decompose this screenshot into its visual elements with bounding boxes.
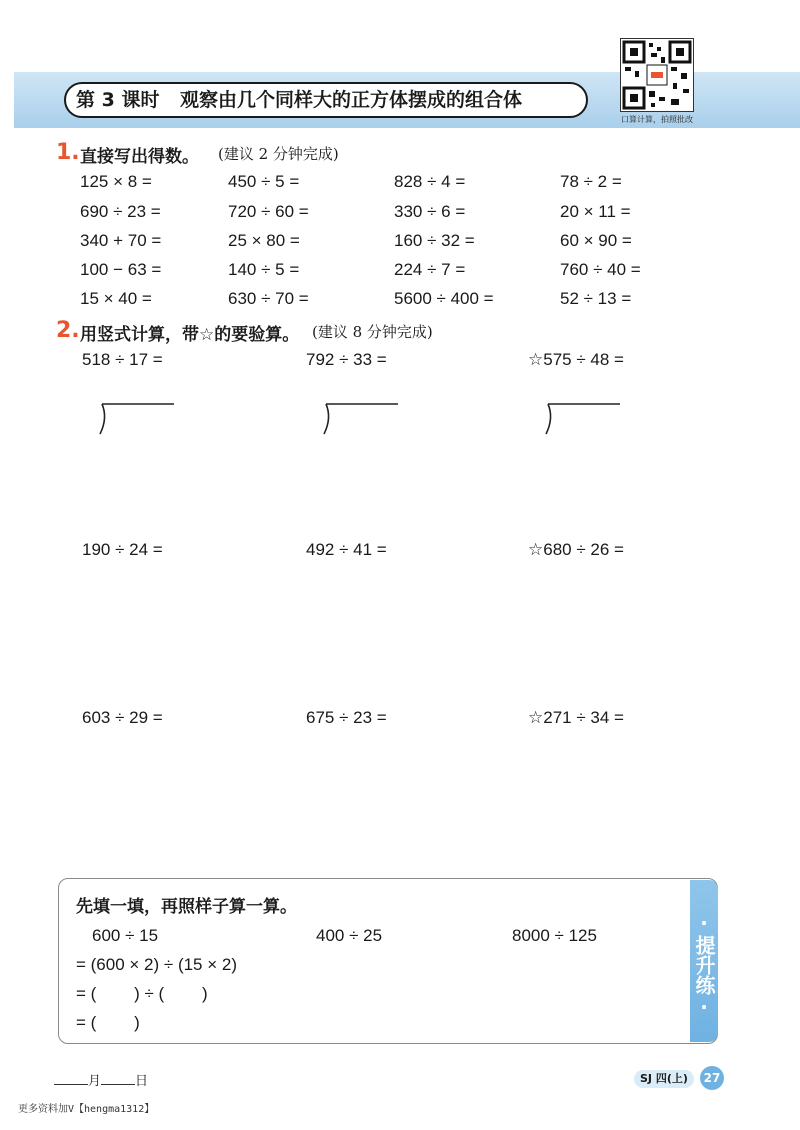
- oral-problem: 5600 ÷ 400 =: [394, 289, 494, 308]
- oral-problem: 78 ÷ 2 =: [560, 172, 622, 191]
- practice-step: = (600 × 2) ÷ (15 × 2): [76, 955, 238, 974]
- long-division-problem: 675 ÷ 23 =: [306, 708, 387, 727]
- page-number: 27: [700, 1066, 724, 1090]
- long-division-problem: 792 ÷ 33 =: [306, 350, 387, 369]
- oral-problem: 224 ÷ 7 =: [394, 260, 466, 279]
- oral-problem: 125 × 8 =: [80, 172, 152, 191]
- division-bracket-icon: [96, 402, 176, 436]
- oral-problem: 52 ÷ 13 =: [560, 289, 632, 308]
- division-bracket-icon: [320, 402, 400, 436]
- practice-step[interactable]: = ( ): [76, 1013, 140, 1032]
- month-blank[interactable]: [54, 1072, 88, 1085]
- long-division-problem: ☆575 ÷ 48 =: [528, 350, 624, 369]
- oral-problem: 690 ÷ 23 =: [80, 202, 161, 221]
- lesson-title: 观察由几个同样大的正方体摆成的组合体: [180, 89, 523, 111]
- practice-problem: 600 ÷ 15: [92, 926, 159, 945]
- practice-tab-label: ·提升练·: [692, 911, 716, 1019]
- section-2-hint: (建议 8 分钟完成): [312, 323, 433, 341]
- long-division-problem: ☆271 ÷ 34 =: [528, 708, 624, 727]
- practice-step[interactable]: = ( ) ÷ ( ): [76, 984, 208, 1003]
- section-1-hint: (建议 2 分钟完成): [218, 145, 339, 163]
- practice-problem: 400 ÷ 25: [316, 926, 383, 945]
- section-1-title: 直接写出得数。: [80, 147, 199, 167]
- qr-caption: 口算计算，拍照批改: [621, 115, 693, 124]
- practice-problem: 8000 ÷ 125: [512, 926, 597, 945]
- oral-problem: 828 ÷ 4 =: [394, 172, 466, 191]
- oral-problem: 630 ÷ 70 =: [228, 289, 309, 308]
- oral-problem: 15 × 40 =: [80, 289, 152, 308]
- month-label: 月: [88, 1074, 102, 1089]
- oral-problem: 25 × 80 =: [228, 231, 300, 250]
- day-blank[interactable]: [101, 1072, 135, 1085]
- qr-code-graphic: [621, 39, 693, 111]
- oral-problem: 340 + 70 =: [80, 231, 162, 250]
- lesson-number: 第 3 课时: [76, 89, 160, 111]
- long-division-problem: 492 ÷ 41 =: [306, 540, 387, 559]
- date-line: [54, 1070, 148, 1089]
- long-division-problem: ☆680 ÷ 26 =: [528, 540, 624, 559]
- watermark-text: 更多资料加V【hengma1312】: [18, 1104, 155, 1115]
- practice-heading: 先填一填，再照样子算一算。: [76, 897, 297, 917]
- oral-problem: 760 ÷ 40 =: [560, 260, 641, 279]
- oral-problem: 160 ÷ 32 =: [394, 231, 475, 250]
- long-division-problem: 518 ÷ 17 =: [82, 350, 163, 369]
- book-badge: SJ 四(上): [634, 1070, 694, 1088]
- oral-problem: 20 × 11 =: [560, 202, 631, 221]
- qr-code-icon[interactable]: [620, 38, 694, 112]
- oral-problem: 330 ÷ 6 =: [394, 202, 466, 221]
- division-bracket-icon: [542, 402, 622, 436]
- oral-problem: 140 ÷ 5 =: [228, 260, 300, 279]
- oral-problem: 450 ÷ 5 =: [228, 172, 300, 191]
- oral-problem: 60 × 90 =: [560, 231, 632, 250]
- section-1-number: 1.: [56, 140, 80, 165]
- long-division-problem: 603 ÷ 29 =: [82, 708, 163, 727]
- oral-problem: 100 − 63 =: [80, 260, 162, 279]
- section-2-title: 用竖式计算，带☆的要验算。: [80, 325, 300, 345]
- oral-problem: 720 ÷ 60 =: [228, 202, 309, 221]
- long-division-problem: 190 ÷ 24 =: [82, 540, 163, 559]
- section-2-number: 2.: [56, 318, 80, 343]
- day-label: 日: [135, 1074, 149, 1089]
